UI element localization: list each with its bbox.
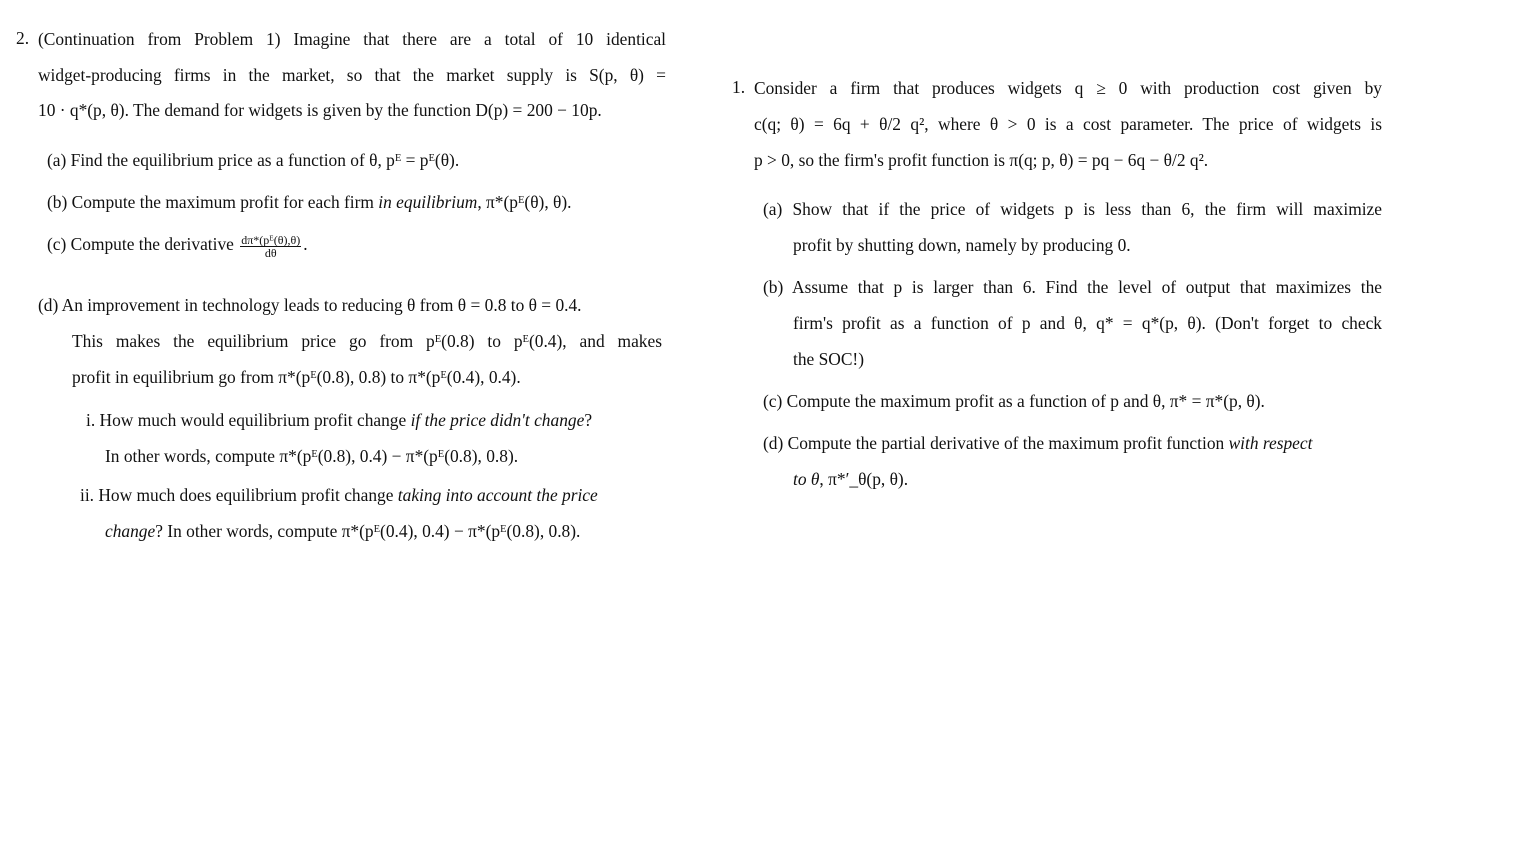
derivative-numerator: dπ*(pᴱ(θ),θ) bbox=[241, 232, 301, 247]
problem-1-part-b-line-2: firm's profit as a function of p and θ, q* = q*(p, θ). (Don't forget to check bbox=[793, 313, 1382, 333]
problem-2-part-d-ii-line-2 bbox=[105, 520, 580, 542]
problem-2-part-b-text: (b) Compute the maximum profit for each firm bbox=[47, 192, 379, 212]
problem-2-part-c bbox=[47, 233, 308, 259]
part-d-i-question-mark: ? bbox=[584, 410, 593, 430]
problem-2-part-d-ii-line-1 bbox=[80, 484, 598, 506]
problem-1-intro-line-1: Consider a firm that produces widgets q ≥ 0 with production cost given by bbox=[754, 78, 1382, 98]
problem-1-part-b-line-3: the SOC!) bbox=[793, 349, 865, 369]
problem-2-part-a: (a) Find the equilibrium price as a function of θ, pᴱ = pᴱ(θ). bbox=[47, 150, 460, 170]
problem-1-part-d-emphasis: with respect bbox=[1228, 433, 1313, 453]
part-d-ii-rest: ? In other words, compute π*(pᴱ(0.4), 0.4) − π*(pᴱ(0.8), 0.8). bbox=[155, 521, 581, 541]
problem-1-part-a-line-2: profit by shutting down, namely by producing 0. bbox=[793, 235, 1131, 255]
problem-2-part-d-i-line-1 bbox=[86, 409, 592, 431]
problem-1-part-d-line-2 bbox=[793, 468, 908, 490]
problem-2-part-d-line-3: profit in equilibrium go from π*(pᴱ(0.8), 0.8) to π*(pᴱ(0.4), 0.4). bbox=[72, 367, 521, 387]
problem-1-part-d-line-1 bbox=[763, 432, 1312, 454]
problem-2-intro-line-2: widget-producing firms in the market, so that the market supply is S(p, θ) = bbox=[38, 65, 666, 85]
part-d-ii-emphasis-2: change bbox=[105, 521, 156, 541]
problem-1-part-d-formula: , π*′_θ(p, θ). bbox=[819, 469, 909, 489]
problem-1-part-b-line-1: (b) Assume that p is larger than 6. Find the level of output that maximizes the bbox=[763, 277, 1382, 297]
problem-2-part-b bbox=[47, 191, 572, 213]
problem-2-part-d-line-2: This makes the equilibrium price go from pᴱ(0.8) to pᴱ(0.4), and makes bbox=[72, 331, 662, 351]
problem-1-intro-line-2: c(q; θ) = 6q + θ/2 q², where θ > 0 is a cost parameter. The price of widgets is bbox=[754, 114, 1382, 134]
problem-1-number: 1. bbox=[732, 77, 746, 97]
problem-1-part-d-text: (d) Compute the partial derivative of the maximum profit function bbox=[763, 433, 1229, 453]
problem-2-part-b-emphasis: in equilibrium bbox=[378, 192, 478, 212]
derivative-denominator: dθ bbox=[264, 245, 277, 260]
part-d-ii-text: ii. How much does equilibrium profit change bbox=[80, 485, 398, 505]
problem-1-part-d-emphasis-2: to θ bbox=[793, 469, 820, 489]
problem-2-intro-line-1: (Continuation from Problem 1) Imagine that there are a total of 10 identical bbox=[38, 29, 666, 49]
problem-2-intro-line-3: 10 · q*(p, θ). The demand for widgets is given by the function D(p) = 200 − 10p. bbox=[38, 100, 602, 120]
derivative-fraction bbox=[240, 234, 301, 259]
problem-2-part-d-i-line-2: In other words, compute π*(pᴱ(0.8), 0.4) − π*(pᴱ(0.8), 0.8). bbox=[105, 446, 519, 466]
problem-2-part-c-text: (c) Compute the derivative bbox=[47, 234, 239, 254]
problem-2-part-d-line-1: (d) An improvement in technology leads to reducing θ from θ = 0.8 to θ = 0.4. bbox=[38, 295, 582, 315]
part-d-ii-emphasis: taking into account the price bbox=[397, 485, 598, 505]
part-d-i-text: i. How much would equilibrium profit change bbox=[86, 410, 411, 430]
problem-1-intro-line-3: p > 0, so the firm's profit function is π(q; p, θ) = pq − 6q − θ/2 q². bbox=[754, 150, 1209, 170]
problem-1-part-c: (c) Compute the maximum profit as a function of p and θ, π* = π*(p, θ). bbox=[763, 391, 1265, 411]
problem-2-number: 2. bbox=[16, 28, 30, 48]
part-d-i-emphasis: if the price didn't change bbox=[410, 410, 585, 430]
problem-1-part-a-line-1: (a) Show that if the price of widgets p is less than 6, the firm will maximize bbox=[763, 199, 1382, 219]
problem-2-part-b-formula: , π*(pᴱ(θ), θ). bbox=[477, 192, 572, 212]
problem-2-part-c-end: . bbox=[303, 234, 308, 254]
